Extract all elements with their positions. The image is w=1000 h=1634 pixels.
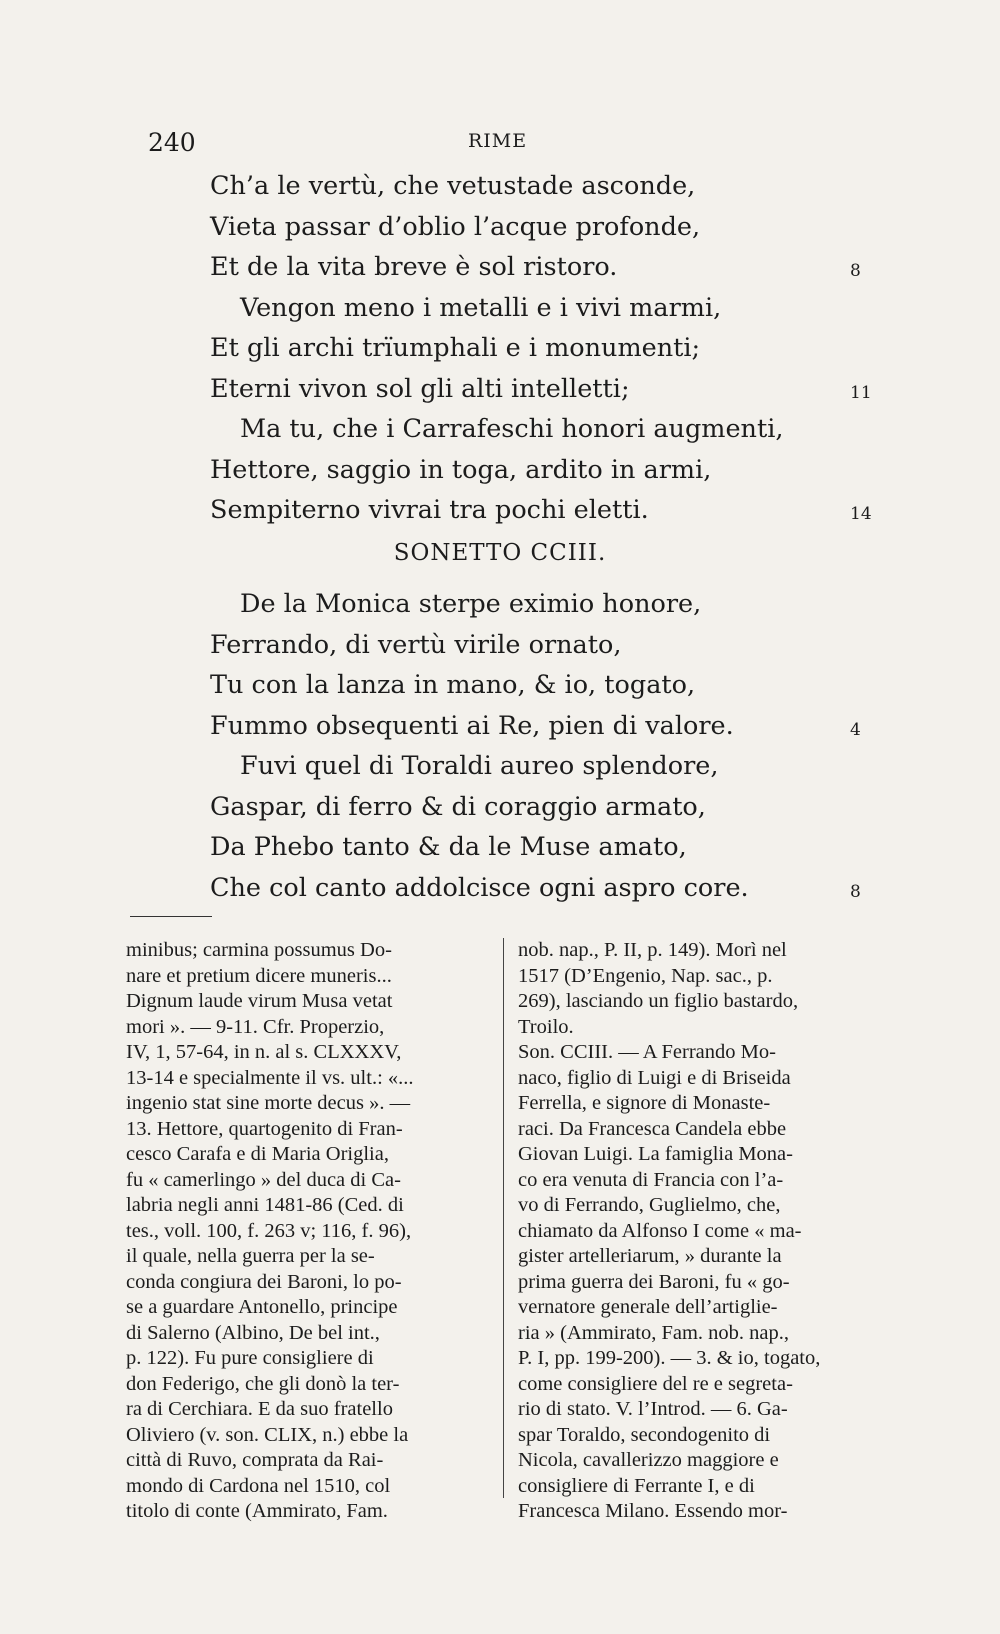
verse-text: Ferrando, di vertù virile ornato,	[210, 629, 622, 660]
footnote-line: minibus; carmina possumus Do-	[126, 939, 392, 961]
footnote-line: 269), lasciando un figlio bastardo,	[518, 990, 799, 1012]
verse-line	[210, 827, 810, 868]
footnote-line: cesco Carafa e di Maria Origlia,	[126, 1143, 389, 1165]
poem-ending	[210, 166, 872, 531]
verse-text: Vieta passar d’oblio l’acque profonde,	[210, 211, 701, 242]
verse-text: Da Phebo tanto & da le Muse amato,	[210, 832, 687, 862]
footnote-line: raci. Da Francesca Candela ebbe	[518, 1117, 787, 1140]
verse-text: Vengon meno i metalli e i vivi marmi,	[240, 292, 722, 323]
footnote-line: p. 122). Fu pure consigliere di	[126, 1347, 374, 1369]
footnote-line: mondo di Cardona nel 1510, col	[126, 1474, 391, 1497]
verse-line	[210, 288, 810, 329]
footnote-line: vernatore generale dell’artiglie-	[518, 1296, 778, 1318]
verse-line	[210, 625, 810, 666]
footnote-line: 13-14 e specialmente il vs. ult.: «...	[126, 1066, 414, 1089]
line-number: 14	[850, 504, 872, 524]
verse-text: Eterni vivon sol gli alti intelletti;	[210, 373, 630, 404]
footnote-line: Dignum laude virum Musa vetat	[126, 990, 393, 1012]
line-number: 8	[850, 261, 861, 281]
verse-line	[210, 787, 810, 828]
verse-line	[210, 207, 810, 248]
footnote-line: Troilo.	[518, 1015, 574, 1038]
footnote-line: gister artelleriarum, » durante la	[518, 1245, 782, 1267]
verse-text: Sempiterno vivrai tra pochi eletti.	[210, 495, 649, 525]
footnote-line: co era venuta di Francia con l’a-	[518, 1168, 784, 1191]
footnote-line: come consigliere del re e segreta-	[518, 1372, 793, 1395]
column-divider	[503, 938, 504, 1498]
running-title: RIME	[468, 130, 528, 152]
verse-text: Fuvi quel di Toraldi aureo splendore,	[240, 751, 719, 781]
verse-text: Tu con la lanza in mano, & io, togato,	[210, 670, 696, 700]
footnote-line: titolo di conte (Ammirato, Fam.	[126, 1500, 388, 1522]
footnote-line: il quale, nella guerra per la se-	[126, 1245, 375, 1267]
page-number: 240	[148, 128, 196, 157]
footnote-line: don Federigo, che gli donò la ter-	[126, 1372, 400, 1395]
footnote-line: Oliviero (v. son. CLIX, n.) ebbe la	[126, 1423, 409, 1446]
verse-line	[210, 409, 810, 450]
verse-line	[210, 665, 810, 706]
footnote-line: Francesca Milano. Essendo mor-	[518, 1500, 788, 1522]
footnote-line: città di Ruvo, comprata da Rai-	[126, 1449, 384, 1471]
sonnet-title: SONETTO CCIII.	[393, 540, 607, 566]
verse-line	[210, 584, 810, 625]
page-header	[0, 128, 1000, 158]
verse-text: Ma tu, che i Carrafeschi honori augmenti,	[240, 414, 784, 444]
verse-text: Ch’a le vertù, che vetustade asconde,	[210, 171, 696, 201]
footnote-line: consigliere di Ferrante I, e di	[518, 1474, 755, 1497]
footnote-line: mori ». — 9-11. Cfr. Properzio,	[126, 1015, 385, 1038]
verse-line	[210, 746, 810, 787]
footnotes-right-column	[518, 938, 878, 1525]
verse-line	[210, 166, 810, 207]
verse-text: Hettore, saggio in toga, ardito in armi,	[210, 454, 712, 485]
verse-text: Et de la vita breve è sol ristoro.	[210, 252, 618, 282]
footnote-line: nare et pretium dicere muneris...	[126, 964, 392, 987]
verse-line	[210, 706, 861, 747]
footnote-line: 1517 (D’Engenio, Nap. sac., p.	[518, 964, 773, 987]
footnote-line: vo di Ferrando, Guglielmo, che,	[518, 1194, 781, 1216]
line-number: 8	[850, 881, 861, 902]
footnote-line: P. I, pp. 199-200). — 3. & io, togato,	[518, 1347, 821, 1369]
sonnet-cciii	[210, 584, 861, 908]
footnote-line: 13. Hettore, quartogenito di Fran-	[126, 1117, 403, 1140]
footnote-line: ingenio stat sine morte decus ». —	[126, 1092, 411, 1114]
footnote-line: labria negli anni 1481-86 (Ced. di	[126, 1194, 404, 1216]
verse-line	[210, 490, 872, 531]
footnote-line: rio di stato. V. l’Introd. — 6. Ga-	[518, 1398, 788, 1420]
footnote-line: Ferrella, e signore di Monaste-	[518, 1092, 771, 1114]
footnote-line: ra di Cerchiara. E da suo fratello	[126, 1398, 393, 1420]
verse-text: Et gli archi trïumphali e i monumenti;	[210, 333, 701, 363]
footnote-line: tes., voll. 100, f. 263 v; 116, f. 96),	[126, 1219, 412, 1242]
verse-text: De la Monica sterpe eximio honore,	[240, 589, 702, 619]
footnote-line: di Salerno (Albino, De bel int.,	[126, 1321, 380, 1344]
verse-text: Gaspar, di ferro & di coraggio armato,	[210, 791, 706, 822]
footnote-line: naco, figlio di Luigi e di Briseida	[518, 1066, 791, 1089]
footnote-line: conda congiura dei Baroni, lo po-	[126, 1270, 402, 1293]
verse-line	[210, 247, 861, 288]
footnote-line: spar Toraldo, secondogenito di	[518, 1423, 771, 1446]
footnote-line: se a guardare Antonello, principe	[126, 1296, 398, 1318]
verse-text: Che col canto addolcisce ogni aspro core.	[210, 872, 749, 903]
footnote-line: ria » (Ammirato, Fam. nob. nap.,	[518, 1321, 790, 1344]
verse-line	[210, 369, 872, 410]
footnote-rule	[130, 916, 212, 917]
verse-line	[210, 328, 810, 369]
footnote-line: IV, 1, 57-64, in n. al s. CLXXXV,	[126, 1041, 402, 1063]
footnote-line: prima guerra dei Baroni, fu « go-	[518, 1270, 790, 1293]
footnote-line: nob. nap., P. II, p. 149). Morì nel	[518, 939, 787, 961]
line-number: 4	[850, 719, 861, 740]
footnote-line: chiamato da Alfonso I come « ma-	[518, 1219, 802, 1242]
verse-line	[210, 450, 810, 491]
line-number: 11	[850, 382, 872, 403]
verse-text: Fummo obsequenti ai Re, pien di valore.	[210, 710, 734, 741]
footnote-line: Giovan Luigi. La famiglia Mona-	[518, 1143, 793, 1165]
footnote-line: fu « camerlingo » del duca di Ca-	[126, 1168, 401, 1191]
footnotes-left-column	[126, 938, 498, 1525]
verse-line	[210, 868, 861, 909]
footnote-line: Son. CCIII. — A Ferrando Mo-	[518, 1041, 776, 1063]
footnote-line: Nicola, cavallerizzo maggiore e	[518, 1449, 779, 1471]
